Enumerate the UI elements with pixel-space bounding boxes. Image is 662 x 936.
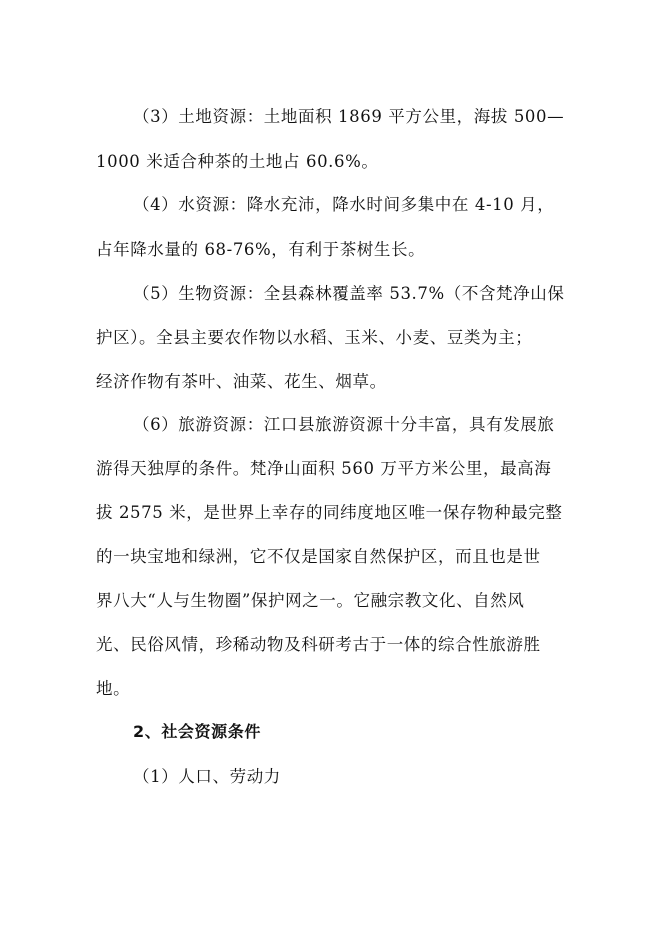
paragraph-bio-line-3: 经济作物有茶叶、油菜、花生、烟草。 — [96, 372, 387, 391]
subsection-heading: （1）人口、劳动力 — [133, 767, 281, 786]
paragraph-water-line-1: （4）水资源：降水充沛，降水时间多集中在 4-10 月， — [133, 195, 555, 214]
paragraph-tourism-line-4: 的一块宝地和绿洲，它不仅是国家自然保护区，而且也是世 — [96, 547, 541, 566]
paragraph-tourism-line-5: 界八大“人与生物圈”保护网之一。它融宗教文化、自然风 — [96, 591, 525, 610]
paragraph-tourism-line-6: 光、民俗风情，珍稀动物及科研考古于一体的综合性旅游胜 — [96, 635, 541, 654]
paragraph-tourism-line-7: 地。 — [96, 679, 131, 698]
section-heading: 2、社会资源条件 — [133, 722, 261, 741]
paragraph-land-line-1: （3）土地资源：土地面积 1869 平方公里，海拔 500— — [133, 107, 565, 126]
paragraph-tourism-line-3: 拔 2575 米，是世界上幸存的同纬度地区唯一保存物种最完整 — [96, 503, 563, 522]
paragraph-bio-line-2: 护区）。全县主要农作物以水稻、玉米、小麦、豆类为主； — [96, 328, 533, 347]
paragraph-bio-line-1: （5）生物资源：全县森林覆盖率 53.7%（不含梵净山保 — [133, 284, 565, 303]
paragraph-tourism-line-1: （6）旅游资源：江口县旅游资源十分丰富，具有发展旅 — [133, 415, 555, 434]
paragraph-water-line-2: 占年降水量的 68-76%，有利于茶树生长。 — [96, 240, 426, 259]
paragraph-tourism-line-2: 游得天独厚的条件。梵净山面积 560 万平方米公里，最高海 — [96, 459, 552, 478]
paragraph-land-line-2: 1000 米适合种茶的土地占 60.6%。 — [96, 152, 379, 171]
